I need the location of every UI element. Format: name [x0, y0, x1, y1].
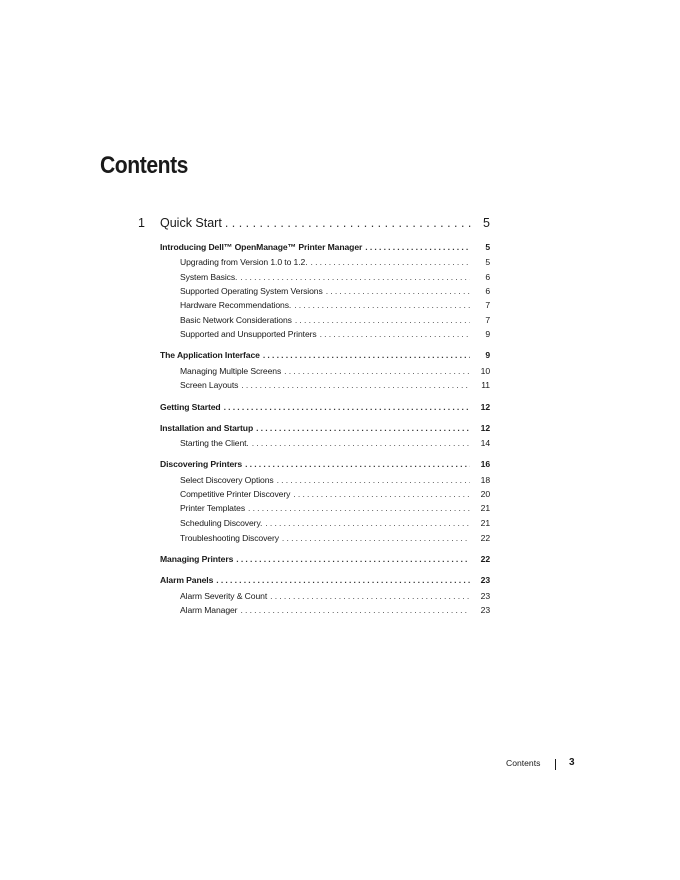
subsection-page-number: 18 — [480, 475, 490, 485]
dot-leader — [245, 503, 470, 513]
toc-section-entry[interactable] — [160, 575, 490, 585]
subsection-page-number: 9 — [485, 329, 490, 339]
subsection-label: Troubleshooting Discovery — [180, 533, 279, 543]
dot-leader — [242, 459, 470, 469]
subsection-label: Starting the Client. — [180, 438, 249, 448]
toc-subsection-entry[interactable] — [180, 380, 490, 390]
toc-subsection-entry[interactable] — [180, 272, 490, 282]
dot-leader — [290, 489, 470, 499]
toc-subsection-entry[interactable] — [180, 300, 490, 310]
page-title: Contents — [100, 152, 188, 179]
toc-subsection-entry[interactable] — [180, 286, 490, 296]
toc-subsection-entry[interactable] — [180, 489, 490, 499]
dot-leader — [222, 216, 472, 230]
section-page-number: 22 — [480, 554, 490, 564]
subsection-label: Basic Network Considerations — [180, 315, 292, 325]
toc-subsection-entry[interactable] — [180, 329, 490, 339]
section-label: Alarm Panels — [160, 575, 214, 585]
toc-chapter-entry[interactable] — [138, 216, 490, 230]
toc-subsection-entry[interactable] — [180, 533, 490, 543]
section-label: Installation and Startup — [160, 423, 254, 433]
section-page-number: 5 — [485, 242, 490, 252]
subsection-page-number: 21 — [480, 518, 490, 528]
toc-subsection-entry[interactable] — [180, 518, 490, 528]
dot-leader — [281, 366, 470, 376]
subsection-label: System Basics. — [180, 272, 238, 282]
section-page-number: 12 — [480, 423, 490, 433]
toc-subsection-entry[interactable] — [180, 591, 490, 601]
toc-subsection-entry[interactable] — [180, 503, 490, 513]
toc-subsection-entry[interactable] — [180, 257, 490, 267]
toc-section-entry[interactable] — [160, 350, 490, 360]
section-page-number: 9 — [485, 350, 490, 360]
subsection-label: Hardware Recommendations. — [180, 300, 292, 310]
toc-subsection-entry[interactable] — [180, 475, 490, 485]
chapter-label — [138, 216, 222, 230]
subsection-label: Managing Multiple Screens — [180, 366, 282, 376]
subsection-page-number: 23 — [480, 605, 490, 615]
section-page-number: 16 — [480, 459, 490, 469]
subsection-page-number: 7 — [485, 300, 490, 310]
section-label: Introducing Dell™ OpenManage™ Printer Manager — [160, 242, 363, 252]
dot-leader — [238, 380, 470, 390]
dot-leader — [253, 423, 470, 433]
chapter-number: 1 — [138, 216, 145, 230]
subsection-page-number: 7 — [485, 315, 490, 325]
subsection-label: Printer Templates — [180, 503, 246, 513]
subsection-label: Alarm Severity & Count — [180, 591, 268, 601]
dot-leader — [323, 286, 470, 296]
section-label: Managing Printers — [160, 554, 234, 564]
subsection-page-number: 6 — [485, 286, 490, 296]
dot-leader — [292, 315, 470, 325]
dot-leader — [249, 438, 470, 448]
subsection-page-number: 21 — [480, 503, 490, 513]
subsection-page-number: 11 — [481, 380, 490, 390]
chapter-title: Quick Start — [160, 216, 222, 230]
footer-page-number: 3 — [569, 757, 575, 768]
dot-leader — [362, 242, 470, 252]
subsection-label: Select Discovery Options — [180, 475, 274, 485]
section-label: Getting Started — [160, 402, 221, 412]
dot-leader — [221, 402, 470, 412]
dot-leader — [291, 300, 470, 310]
subsection-label: Supported and Unsupported Printers — [180, 329, 317, 339]
toc-subsection-entry[interactable] — [180, 315, 490, 325]
toc-section-entry[interactable] — [160, 459, 490, 469]
page-footer — [0, 757, 680, 773]
section-label: The Application Interface — [160, 350, 260, 360]
dot-leader — [233, 554, 470, 564]
chapter-page-number: 5 — [483, 216, 490, 230]
toc-section-entry[interactable] — [160, 423, 490, 433]
section-page-number: 12 — [480, 402, 490, 412]
subsection-page-number: 22 — [480, 533, 490, 543]
subsection-page-number: 5 — [485, 257, 490, 267]
subsection-label: Scheduling Discovery. — [180, 518, 263, 528]
subsection-label: Supported Operating System Versions — [180, 286, 323, 296]
dot-leader — [317, 329, 470, 339]
dot-leader — [260, 350, 470, 360]
subsection-page-number: 10 — [480, 366, 490, 376]
toc-section-entry[interactable] — [160, 242, 490, 252]
dot-leader — [279, 533, 470, 543]
section-page-number: 23 — [480, 575, 490, 585]
subsection-page-number: 20 — [480, 489, 490, 499]
subsection-page-number: 6 — [485, 272, 490, 282]
subsection-page-number: 23 — [480, 591, 490, 601]
dot-leader — [267, 591, 470, 601]
toc-subsection-entry[interactable] — [180, 366, 490, 376]
dot-leader — [237, 605, 470, 615]
toc-subsection-entry[interactable] — [180, 438, 490, 448]
subsection-label: Upgrading from Version 1.0 to 1.2. — [180, 257, 308, 267]
footer-section-label: Contents — [506, 758, 541, 768]
toc-subsection-entry[interactable] — [180, 605, 490, 615]
dot-leader — [237, 272, 470, 282]
toc-section-entry[interactable] — [160, 554, 490, 564]
toc-section-entry[interactable] — [160, 402, 490, 412]
dot-leader — [262, 518, 470, 528]
subsection-label: Competitive Printer Discovery — [180, 489, 291, 499]
subsection-label: Alarm Manager — [180, 605, 238, 615]
section-label: Discovering Printers — [160, 459, 243, 469]
dot-leader — [213, 575, 470, 585]
subsection-page-number: 14 — [480, 438, 490, 448]
dot-leader — [308, 257, 471, 267]
subsection-label: Screen Layouts — [180, 380, 239, 390]
footer-divider — [555, 759, 556, 770]
dot-leader — [274, 475, 470, 485]
